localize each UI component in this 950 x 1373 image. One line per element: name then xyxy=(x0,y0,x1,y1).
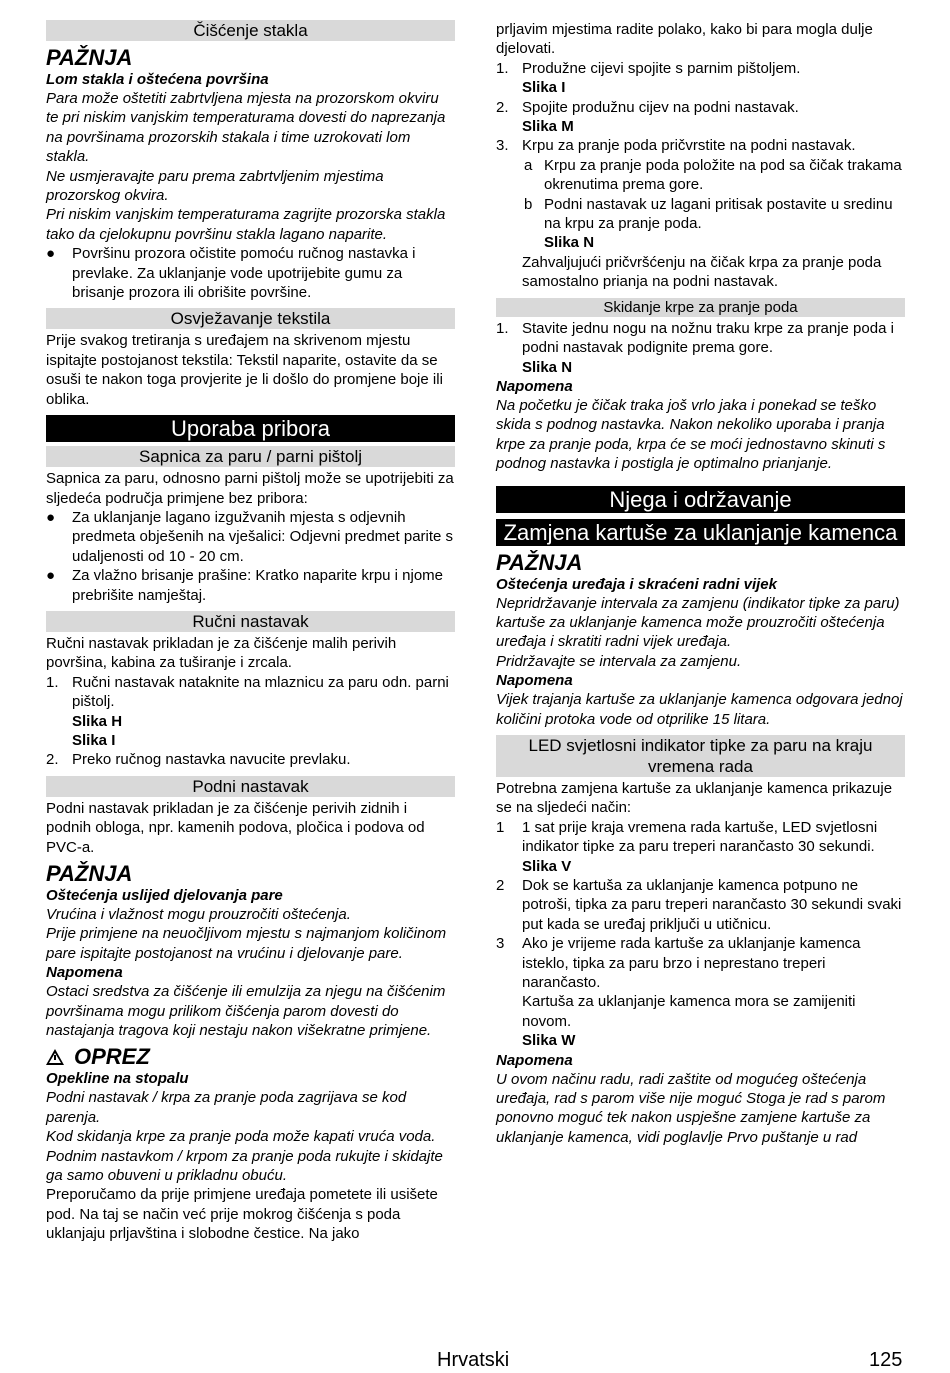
paragraph: Zahvaljujući pričvršćenju na čičak krpa za pranje poda samostalno prianja na podni nastavak. xyxy=(522,253,882,291)
figure-ref: Slika V xyxy=(522,857,572,875)
note-heading: Napomena xyxy=(496,672,573,690)
caution-text: Kod skidanja krpe za pranje poda može kapati vruća voda. xyxy=(46,1128,436,1146)
section-title-glass-cleaning: Čišćenje stakla xyxy=(46,20,455,41)
figure-ref: Slika H xyxy=(72,712,123,730)
note-text: Ostaci sredstva za čišćenje ili emulzija za njegu na čišćenim površinama mogu prilikom čišćenja parom dovesti do nastajanja tragova koji nestaju nakon višekratne primjene. xyxy=(46,983,446,1040)
warning-heading: PAŽNJA xyxy=(496,549,583,575)
numbered-item: 2. Preko ručnog nastavka navucite prevlaku. xyxy=(46,751,351,769)
warning-text: Vrućina i vlažnost mogu prouzročiti oštećenja. xyxy=(46,906,351,923)
warning-text: Ne usmjeravajte paru prema zabrtvljenim mjestima prozorskog okvira. xyxy=(46,167,384,205)
paragraph: Potrebna zamjena kartuše za uklanjanje kamenca prikazuje se na sljedeći način: xyxy=(496,779,893,817)
chapter-title-cartridge: Zamjena kartuše za uklanjanje kamenca xyxy=(496,519,905,546)
note-heading: Napomena xyxy=(46,964,123,982)
note-heading: Napomena xyxy=(496,1051,573,1069)
figure-ref: Slika W xyxy=(522,1032,576,1050)
chapter-title-care: Njega i održavanje xyxy=(496,486,905,513)
bullet-icon: ● xyxy=(46,245,56,263)
page-number: 125 xyxy=(869,1349,903,1371)
caution-text: Podni nastavak / krpa za pranje poda zagrijava se kod parenja. xyxy=(46,1089,407,1126)
footer-language: Hrvatski xyxy=(437,1349,510,1371)
section-title-hand-nozzle: Ručni nastavak xyxy=(46,611,455,632)
chapter-title-accessories: Uporaba pribora xyxy=(46,415,455,442)
bullet-item: ● Za uklanjanje lagano izgužvanih mjesta s odjevnih predmeta obješenih na vješalici: Odjevni predmet parite s udaljenosti od 10 - 20 cm. xyxy=(46,508,454,565)
bullet-icon: ● xyxy=(46,567,56,585)
section-title-steam-nozzle: Sapnica za paru / parni pištolj xyxy=(46,446,455,467)
warning-text: Pridržavajte se intervala za zamjenu. xyxy=(496,652,742,670)
note-text: Vijek trajanja kartuše za uklanjanje kamenca odgovara jednoj količini protoka vode od otprilike 15 litara. xyxy=(496,691,903,728)
numbered-item: 2. Spojite produžnu cijev na podni nastavak. xyxy=(496,98,799,116)
figure-ref: Slika N xyxy=(544,234,595,252)
section-title-remove-cloth: Skidanje krpe za pranje poda xyxy=(496,298,905,317)
warning-text: Prije primjene na neuočljivom mjestu s najmanjom količinom pare ispitajte postojanost na vrućinu i djelovanje pare. xyxy=(46,925,447,962)
warning-subtitle: Oštećenja uređaja i skraćeni radni vijek xyxy=(496,575,777,593)
paragraph: Podni nastavak prikladan je za čišćenje perivih zidnih i podnih obloga, npr. kamenih podova, pločica i podova od PVC-a. xyxy=(46,799,425,856)
figure-ref: Slika N xyxy=(522,358,573,376)
paragraph: Preporučamo da prije primjene uređaja pometete ili usišete pod. Na taj se način već prije mokrog čišćenja s poda uklanjaju prljavština i slobodne čestice. Na jako xyxy=(46,1186,438,1243)
warning-heading: PAŽNJA xyxy=(46,45,133,70)
paragraph: Prije svakog tretiranja s uređajem na skrivenom mjestu ispitajte postojanost tekstila: Tekstil naparite, ostavite da se osuši te nakon toga provjerite je li došlo do promjene boje ili oblika. xyxy=(46,332,443,408)
numbered-item: 2 Dok se kartuša za uklanjanje kamenca potpuno ne potroši, tipka za paru treperi narančasto 30 sekundi svaki put kada se uređaj priključi u utičnicu. xyxy=(496,877,902,933)
right-column xyxy=(496,20,905,1147)
section-title-floor-nozzle: Podni nastavak xyxy=(46,776,455,797)
note-text: Na početku je čičak traka još vrlo jaka i ponekad se teško skida s podnog nastavka. Nakon nekoliko uporaba i pranja krpe za pranje poda, krpa će se moći jednostavno skinuti s podnog nastavka i postigla je optimalno prianjanje. xyxy=(496,396,886,473)
paragraph: Kartuša za uklanjanje kamenca mora se zamijeniti novom. xyxy=(522,993,856,1030)
paragraph: prljavim mjestima radite polako, kako bi para mogla dulje djelovati. xyxy=(496,21,873,58)
lettered-item: b Podni nastavak uz lagani pritisak postavite u sredinu na krpu za pranje poda. xyxy=(524,195,893,233)
note-heading: Napomena xyxy=(496,377,573,395)
section-title-textile: Osvježavanje tekstila xyxy=(46,308,455,329)
section-title-led-indicator: LED svjetlosni indikator tipke za paru na kraju vremena rada xyxy=(496,735,905,777)
warning-text: Nepridržavanje intervala za zamjenu (indikator tipke za paru) kartuše za uklanjanje kamenca može prouzročiti oštećenja uređaja i skratiti radni vijek uređaja. xyxy=(496,594,900,651)
warning-subtitle: Oštećenja uslijed djelovanja pare xyxy=(46,887,283,904)
caution-heading: OPREZ xyxy=(46,1044,455,1069)
note-text: U ovom načinu radu, radi zaštite od mogućeg oštećenja uređaja, rad s parom više nije moguć Stoga je rad s parom ponovno moguć tek nakon uspješne zamjene kartuše za uklanjanje kamenca, vidi poglavlje Prvo puštanje u rad xyxy=(496,1070,886,1146)
caution-subtitle: Opekline na stopalu xyxy=(46,1070,189,1088)
numbered-item: 1. Stavite jednu nogu na nožnu traku krpe za pranje poda i podni nastavak podignite prema gore. xyxy=(496,319,894,357)
warning-text: Pri niskim vanjskim temperaturama zagrijte prozorska stakla tako da cjelokupnu površinu stakla lagano naparite. xyxy=(46,206,446,243)
figure-ref: Slika I xyxy=(522,79,566,97)
warning-triangle-icon xyxy=(46,1049,64,1065)
bullet-icon: ● xyxy=(46,508,56,526)
warning-subtitle: Lom stakla i oštećena površina xyxy=(46,71,269,88)
numbered-item: 1. Produžne cijevi spojite s parnim pištoljem. xyxy=(496,59,801,77)
numbered-item: 1. Ručni nastavak nataknite na mlaznicu za paru odn. parni pištolj. xyxy=(46,673,449,711)
lettered-item: a Krpu za pranje poda položite na pod sa čičak trakama okrenutima prema gore. xyxy=(524,156,902,194)
caution-text: Podnim nastavkom / krpom za pranje poda rukujte i skidajte ga samo obuveni u prikladnu obuću. xyxy=(46,1147,443,1185)
bullet-item: ● Površinu prozora očistite pomoću ručnog nastavka i prevlake. Za uklanjanje vode upotrijebite gumu za brisanje prozora ili obrišite površine. xyxy=(46,245,416,302)
paragraph: Ručni nastavak prikladan je za čišćenje malih perivih površina, kabina za tuširanje i zrcala. xyxy=(46,634,397,672)
figure-ref: Slika I xyxy=(72,731,116,749)
paragraph: Sapnica za paru, odnosno parni pištolj može se upotrijebiti za sljedeća područja primjene bez pribora: xyxy=(46,470,454,507)
bullet-item: ● Za vlažno brisanje prašine: Kratko naparite krpu i njome prebrišite namještaj. xyxy=(46,567,444,604)
numbered-item: 3 Ako je vrijeme rada kartuše za uklanjanje kamenca isteklo, tipka za paru brzo i neprestano treperi narančasto. xyxy=(496,935,861,992)
numbered-item: 1 1 sat prije kraja vremena rada kartuše, LED svjetlosni indikator tipke za paru treperi narančasto 30 sekundi. xyxy=(496,818,878,856)
warning-heading: PAŽNJA xyxy=(46,861,133,886)
figure-ref: Slika M xyxy=(522,118,574,136)
numbered-item: 3. Krpu za pranje poda pričvrstite na podni nastavak. xyxy=(496,137,856,155)
warning-text: Para može oštetiti zabrtvljena mjesta na prozorskom okviru te pri niskim vanjskim temperaturama dovesti do naprezanja na površinama prozorskih stakala i time uzrokovati lom stakla. xyxy=(46,90,446,166)
left-column xyxy=(46,20,455,1244)
